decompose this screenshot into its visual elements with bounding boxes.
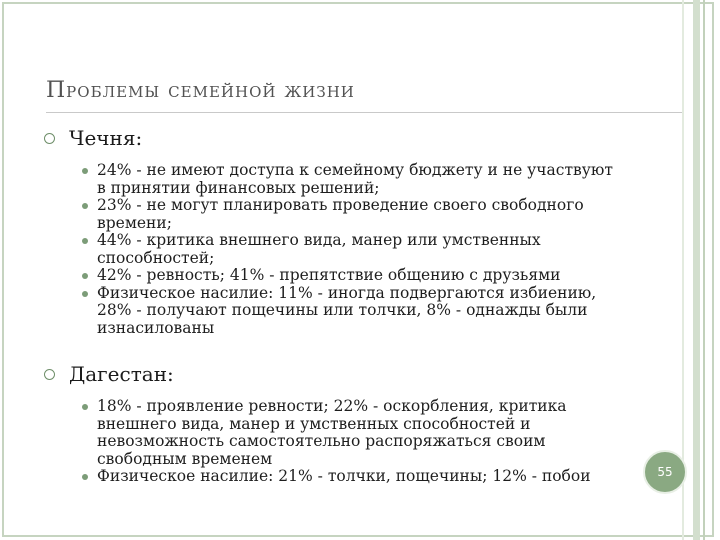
dot-bullet-icon xyxy=(82,404,88,410)
title-divider xyxy=(46,112,682,113)
dot-bullet-icon xyxy=(82,203,88,209)
bullet-list xyxy=(82,162,617,337)
section-heading: Чечня: xyxy=(69,126,143,150)
section-heading-row xyxy=(44,126,617,150)
section-dagestan xyxy=(44,362,617,486)
list-item xyxy=(82,162,617,197)
list-item-text: 24% - не имеют доступа к семейному бюджету и не участвуют в принятии финансовых решений; xyxy=(97,161,613,197)
dot-bullet-icon xyxy=(82,168,88,174)
section-heading-row xyxy=(44,362,617,386)
list-item xyxy=(82,398,617,468)
decorative-side-line-outer xyxy=(703,0,705,540)
list-item-text: Физическое насилие: 21% - толчки, пощечины; 12% - побои xyxy=(97,467,591,485)
list-item xyxy=(82,267,617,285)
list-item-text: 18% - проявление ревности; 22% - оскорбления, критика внешнего вида, манер и умственных способностей и невозможность самостоятельно распоряжаться своим свободным временем xyxy=(97,397,567,468)
list-item xyxy=(82,197,617,232)
section-chechnya xyxy=(44,126,617,337)
list-item xyxy=(82,232,617,267)
list-item-text: 44% - критика внешнего вида, манер или умственных способностей; xyxy=(97,231,541,267)
decorative-side-bar xyxy=(693,0,700,540)
list-item-text: 42% - ревность; 41% - препятствие общению с друзьями xyxy=(97,266,561,284)
list-item xyxy=(82,285,617,338)
dot-bullet-icon xyxy=(82,238,88,244)
ring-bullet-icon xyxy=(44,369,55,380)
section-heading: Дагестан: xyxy=(69,362,174,386)
dot-bullet-icon xyxy=(82,291,88,297)
list-item-text: Физическое насилие: 11% - иногда подвергаются избиению, 28% - получают пощечины или толчки, 8% - однажды были изнасилованы xyxy=(97,283,597,337)
dot-bullet-icon xyxy=(82,273,88,279)
list-item xyxy=(82,468,617,486)
dot-bullet-icon xyxy=(82,474,88,480)
list-item-text: 23% - не могут планировать проведение своего свободного времени; xyxy=(97,196,584,232)
page-number-badge: 55 xyxy=(643,450,687,494)
ring-bullet-icon xyxy=(44,133,55,144)
bullet-list xyxy=(82,398,617,486)
slide-title: Проблемы семейной жизни xyxy=(46,78,355,103)
